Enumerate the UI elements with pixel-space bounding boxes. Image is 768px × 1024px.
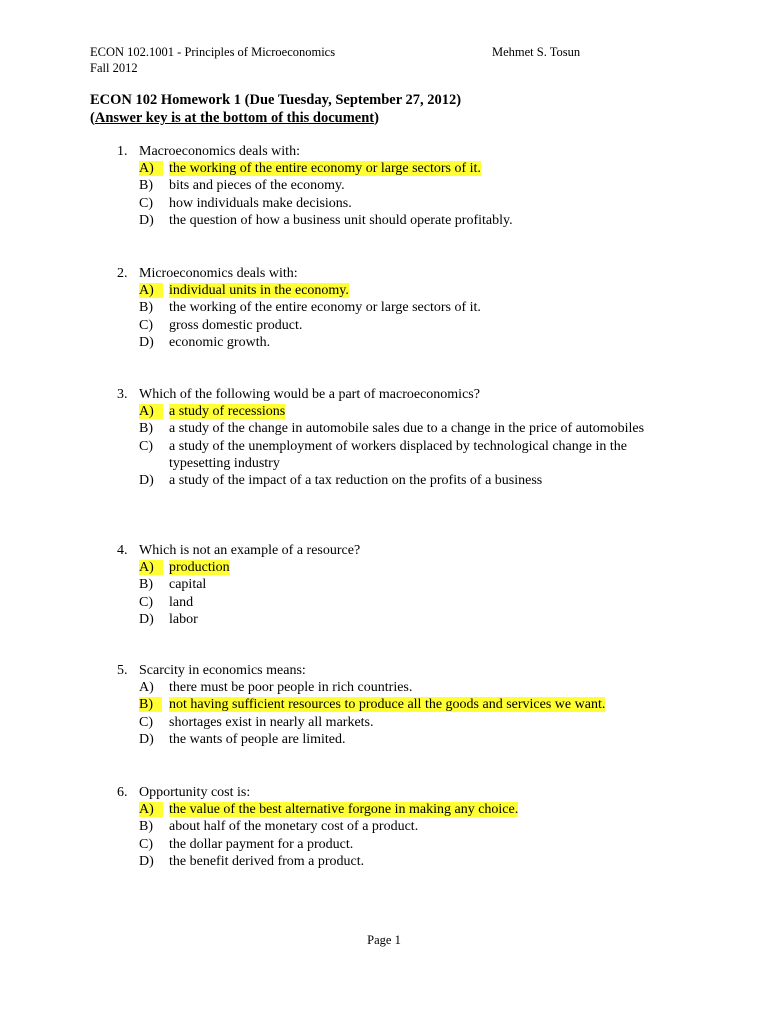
option-text: shortages exist in nearly all markets. [169,714,374,730]
option-text [169,559,677,576]
answer-key-link: Answer key is at the bottom of this document [94,110,375,126]
answer-option-highlighted [139,160,677,177]
question-stem [117,265,677,282]
course-header [90,44,335,76]
option-text [169,282,677,299]
option-text: land [169,594,194,610]
option-letter [139,160,169,177]
option-letter [139,403,169,420]
option-letter: D) [139,853,154,869]
question [117,386,677,489]
question-number: 1. [117,144,128,159]
question-number: 2. [117,266,128,281]
course-name: ECON 102.1001 - Principles of Microeconomics [90,45,336,59]
question [117,265,677,351]
option-text [169,696,677,713]
option-letter: B) [139,178,153,194]
answer-option [139,195,677,212]
answer-option [139,177,677,194]
question-number: 6. [117,785,128,800]
highlight-text: the working of the entire economy or large sectors of it. [169,161,481,177]
option-text: a study of the unemployment of workers displaced by technological change in the typesetting industry [169,438,627,471]
highlight-letter: A) [139,161,163,176]
answer-option-highlighted [139,696,677,713]
answer-option-highlighted [139,403,677,420]
answer-option [139,212,677,229]
option-letter: C) [139,195,153,211]
option-letter [139,696,169,713]
option-letter: C) [139,594,153,610]
answer-option [139,438,677,472]
question-text: Which of the following would be a part of macroeconomics? [139,387,480,402]
option-letter: D) [139,212,154,228]
highlight-letter: B) [139,697,162,712]
option-text: capital [169,577,207,593]
question-stem [117,386,677,403]
option-text: bits and pieces of the economy. [169,178,345,194]
answer-option [139,853,677,870]
option-letter: D) [139,473,154,489]
answer-option [139,611,677,628]
question-number: 4. [117,543,128,558]
option-letter: C) [139,714,153,730]
option-letter: D) [139,334,154,350]
option-text [169,160,677,177]
option-text: there must be poor people in rich countries. [169,680,413,696]
option-text: how individuals make decisions. [169,195,352,211]
option-text: economic growth. [169,334,271,350]
highlight-text: not having sufficient resources to produce all the goods and services we want. [169,697,606,713]
answer-option [139,299,677,316]
question-stem [117,542,677,559]
homework-title [90,91,461,127]
option-text: about half of the monetary cost of a product. [169,819,419,835]
term: Fall 2012 [90,61,138,75]
option-letter [139,801,169,818]
answer-option-highlighted [139,801,677,818]
option-text: the wants of people are limited. [169,731,346,747]
option-letter: A) [139,680,154,696]
answer-option [139,679,677,696]
highlight-letter: A) [139,283,163,298]
option-text [169,403,677,420]
answer-option [139,334,677,351]
question [117,662,677,748]
question-number: 5. [117,663,128,678]
highlight-text: production [169,560,230,576]
option-letter: C) [139,317,153,333]
option-text: a study of the change in automobile sales due to a change in the price of automobiles [169,421,645,437]
paren-open: ( [90,110,95,126]
highlight-letter: A) [139,560,163,575]
option-text: the dollar payment for a product. [169,836,354,852]
option-letter: B) [139,421,153,437]
answer-option [139,818,677,835]
option-letter: C) [139,836,153,852]
option-letter [139,559,169,576]
option-letter: D) [139,731,154,747]
question-number: 3. [117,387,128,402]
question-text: Which is not an example of a resource? [139,543,361,558]
highlight-text: the value of the best alternative forgone in making any choice. [169,802,519,818]
highlight-text: individual units in the economy. [169,283,349,299]
option-text: gross domestic product. [169,317,303,333]
question [117,542,677,628]
answer-option [139,472,677,489]
question-stem [117,784,677,801]
question-text: Microeconomics deals with: [139,266,298,281]
option-letter: B) [139,300,153,316]
answer-option [139,317,677,334]
answer-key-note [90,109,461,127]
highlight-text: a study of recessions [169,404,286,420]
answer-option [139,576,677,593]
answer-option-highlighted [139,282,677,299]
answer-option [139,420,677,437]
option-letter [139,282,169,299]
question-text: Scarcity in economics means: [139,663,306,678]
answer-option [139,594,677,611]
option-letter: B) [139,819,153,835]
option-letter: B) [139,577,153,593]
option-text: the benefit derived from a product. [169,853,365,869]
paren-close: ) [374,110,379,126]
option-text: the working of the entire economy or large sectors of it. [169,300,481,316]
question [117,784,677,870]
question-stem [117,662,677,679]
highlight-letter: A) [139,802,163,817]
option-letter: D) [139,611,154,627]
answer-option [139,836,677,853]
highlight-letter: A) [139,404,163,419]
option-text: the question of how a business unit should operate profitably. [169,212,513,228]
title-line: ECON 102 Homework 1 (Due Tuesday, September 27, 2012) [90,92,462,108]
answer-option [139,714,677,731]
question [117,143,677,229]
option-text [169,801,677,818]
option-letter: C) [139,438,153,454]
question-text: Opportunity cost is: [139,785,251,800]
page-number: Page 1 [367,933,401,947]
instructor-name: Mehmet S. Tosun [492,45,581,59]
answer-option [139,731,677,748]
answer-option-highlighted [139,559,677,576]
option-text: labor [169,611,198,627]
question-stem [117,143,677,160]
option-text: a study of the impact of a tax reduction on the profits of a business [169,473,543,489]
question-text: Macroeconomics deals with: [139,144,300,159]
